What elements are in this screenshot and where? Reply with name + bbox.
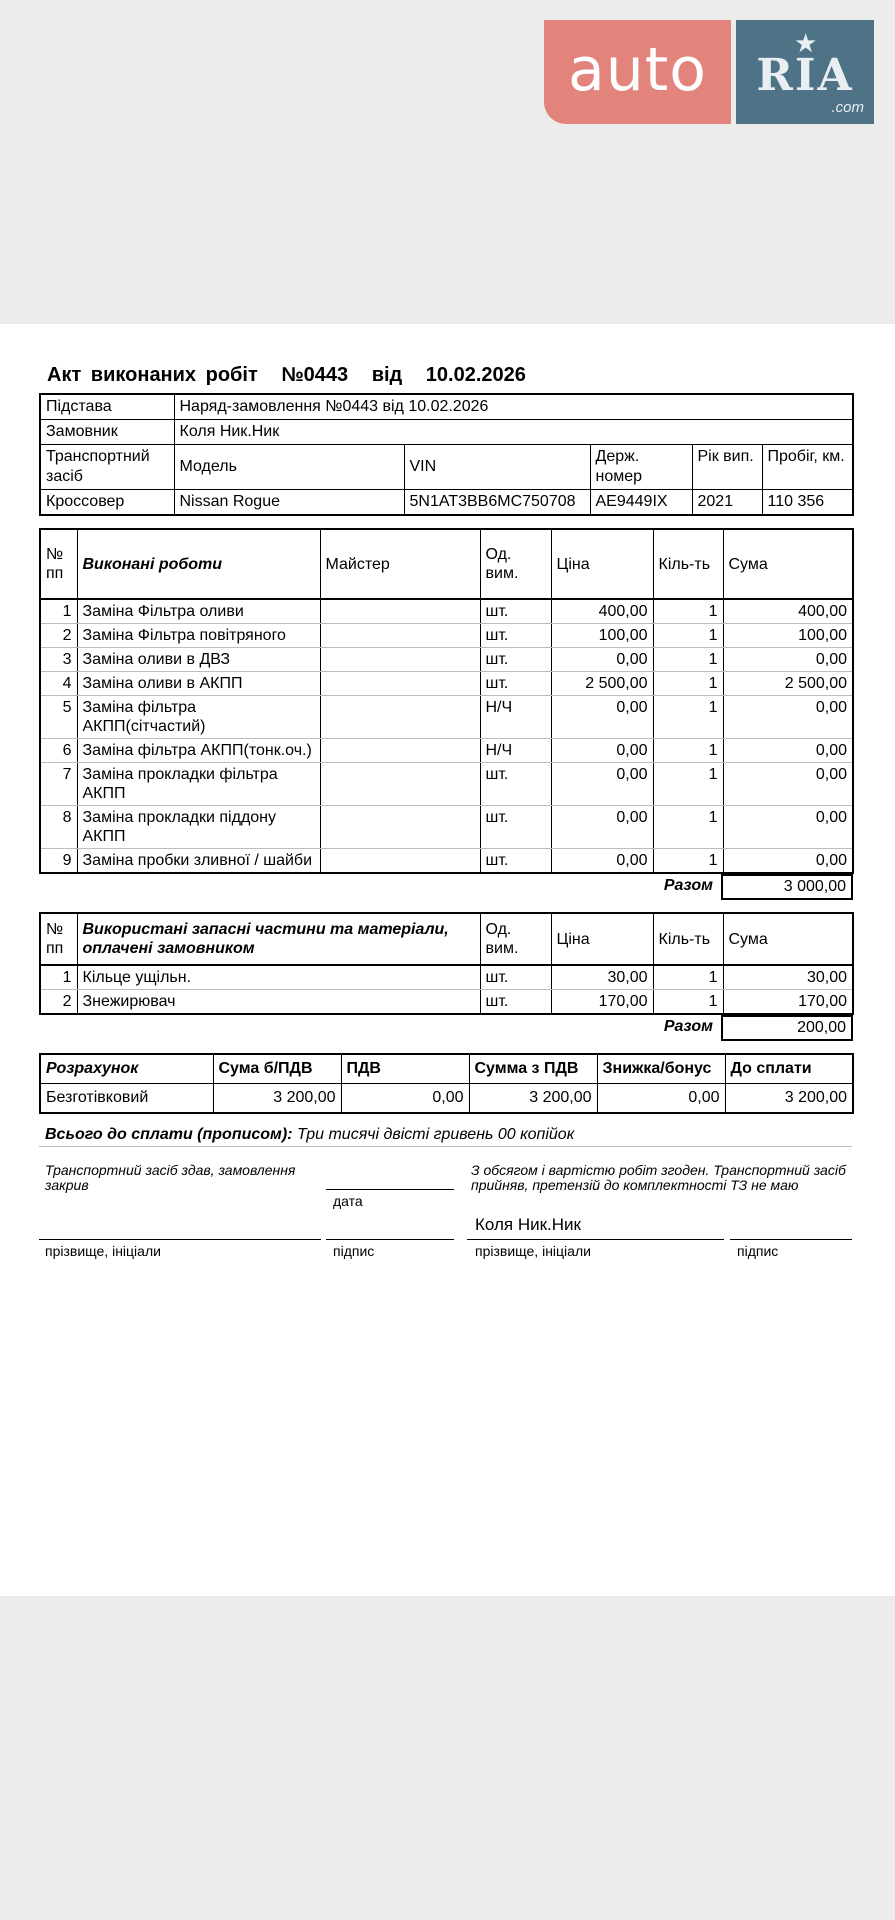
work-price: 0,00 (551, 648, 653, 672)
work-qty: 1 (653, 739, 723, 763)
row-no: 6 (40, 739, 77, 763)
basis-row (40, 394, 853, 420)
table-row (40, 599, 853, 624)
plate-value: AE9449IX (590, 490, 692, 516)
vin-value: 5N1AT3BB6MC750708 (404, 490, 590, 516)
table-row (40, 672, 853, 696)
payment-col-gross: Сумма з ПДВ (469, 1054, 597, 1084)
amount-in-words-value: Три тисячі двісті гривень 00 копійок (296, 1126, 575, 1143)
vehicle-header-row (40, 445, 853, 490)
payment-col-net: Сума б/ПДВ (213, 1054, 341, 1084)
table-row (40, 624, 853, 648)
row-no: 1 (40, 965, 77, 990)
payment-col-vat: ПДВ (341, 1054, 469, 1084)
handover-sign-caption: підпис (333, 1243, 375, 1259)
works-total-label: Разом (663, 877, 713, 894)
parts-col-price: Ціна (551, 913, 653, 965)
star-icon: ★ (794, 28, 818, 58)
work-unit: Н/Ч (480, 739, 551, 763)
work-master (320, 763, 480, 806)
handover-text: Транспортний засіб здав, замовлення закрив (45, 1162, 296, 1193)
work-price: 2 500,00 (551, 672, 653, 696)
acceptance-sign-caption: підпис (737, 1243, 779, 1259)
act-title: Акт виконаних робіт (47, 364, 258, 386)
parts-table (39, 912, 854, 1015)
autoria-logo (544, 20, 874, 124)
table-row (40, 806, 853, 849)
part-price: 170,00 (551, 990, 653, 1015)
works-body (40, 599, 853, 873)
part-qty: 1 (653, 990, 723, 1015)
table-row (40, 739, 853, 763)
payment-header-row (40, 1054, 853, 1084)
model-label: Модель (174, 445, 404, 490)
row-no: 4 (40, 672, 77, 696)
act-from: від (371, 364, 403, 386)
works-col-work: Виконані роботи (77, 529, 320, 599)
work-qty: 1 (653, 648, 723, 672)
work-qty: 1 (653, 806, 723, 849)
act-date: 10.02.2026 (425, 364, 526, 386)
acceptance-text: З обсягом і вартістю робіт згоден. Транспортний засіб прийняв, претензій до комплектності ТЗ не маю (471, 1162, 846, 1193)
part-unit: шт. (480, 965, 551, 990)
header-table (39, 393, 854, 516)
part-sum: 30,00 (723, 965, 853, 990)
work-price: 100,00 (551, 624, 653, 648)
handover-name-line (39, 1239, 321, 1240)
work-master (320, 624, 480, 648)
payment-col-due: До сплати (725, 1054, 853, 1084)
works-col-master: Майстер (320, 529, 480, 599)
works-col-sum: Сума (723, 529, 853, 599)
part-name: Знежирювач (77, 990, 480, 1015)
part-qty: 1 (653, 965, 723, 990)
work-sum: 0,00 (723, 739, 853, 763)
row-no: 1 (40, 599, 77, 624)
parts-col-name: Використані запасні частини та матеріали, оплачені замовником (77, 913, 480, 965)
row-no: 2 (40, 624, 77, 648)
amount-in-words (39, 1126, 852, 1147)
parts-total-label: Разом (663, 1018, 713, 1035)
logo-com-text: .com (831, 99, 864, 116)
model-value: Nissan Rogue (174, 490, 404, 516)
work-sum: 400,00 (723, 599, 853, 624)
work-name: Заміна оливи в ДВЗ (77, 648, 320, 672)
work-unit: шт. (480, 672, 551, 696)
logo-ria-text: RIA (756, 50, 854, 101)
work-price: 0,00 (551, 806, 653, 849)
work-master (320, 739, 480, 763)
vehicle-value: Кроссовер (40, 490, 174, 516)
work-master (320, 599, 480, 624)
work-unit: шт. (480, 849, 551, 874)
part-unit: шт. (480, 990, 551, 1015)
amount-in-words-label: Всього до сплати (прописом): (45, 1126, 293, 1143)
payment-table (39, 1053, 854, 1114)
row-no: 8 (40, 806, 77, 849)
logo-ria-part (736, 20, 874, 124)
vehicle-value-row (40, 490, 853, 516)
work-unit: шт. (480, 806, 551, 849)
work-sum: 100,00 (723, 624, 853, 648)
work-sum: 0,00 (723, 696, 853, 739)
act-number: №0443 (281, 364, 349, 386)
acceptance-name-caption: прізвище, ініціали (475, 1243, 591, 1259)
acceptance-name-line (467, 1239, 724, 1240)
work-master (320, 672, 480, 696)
vin-label: VIN (404, 445, 590, 490)
logo-auto-part: auto (544, 20, 731, 124)
work-price: 400,00 (551, 599, 653, 624)
payment-net: 3 200,00 (213, 1084, 341, 1114)
payment-col-method: Розрахунок (40, 1054, 213, 1084)
work-name: Заміна фільтра АКПП(сітчастий) (77, 696, 320, 739)
work-price: 0,00 (551, 763, 653, 806)
payment-col-discount: Знижка/бонус (597, 1054, 725, 1084)
part-name: Кільце ущільн. (77, 965, 480, 990)
works-col-unit: Од. вим. (480, 529, 551, 599)
work-qty: 1 (653, 599, 723, 624)
customer-signature-name: Коля Ник.Ник (475, 1215, 581, 1234)
work-unit: шт. (480, 624, 551, 648)
payment-due: 3 200,00 (725, 1084, 853, 1114)
table-row (40, 696, 853, 739)
year-value: 2021 (692, 490, 762, 516)
part-price: 30,00 (551, 965, 653, 990)
works-header-row (40, 529, 853, 599)
row-no: 3 (40, 648, 77, 672)
work-qty: 1 (653, 849, 723, 874)
work-master (320, 696, 480, 739)
mileage-value: 110 356 (762, 490, 853, 516)
work-qty: 1 (653, 624, 723, 648)
part-sum: 170,00 (723, 990, 853, 1015)
basis-label: Підстава (40, 394, 174, 420)
works-table (39, 528, 854, 874)
acceptance-sign-line (730, 1239, 852, 1240)
parts-total-value: 200,00 (722, 1016, 852, 1040)
vehicle-label: Транспортний засіб (40, 445, 174, 490)
work-master (320, 648, 480, 672)
parts-total (39, 1015, 853, 1041)
basis-value: Наряд-замовлення №0443 від 10.02.2026 (174, 394, 853, 420)
payment-method: Безготівковий (40, 1084, 213, 1114)
work-qty: 1 (653, 672, 723, 696)
works-total-value: 3 000,00 (722, 875, 852, 899)
works-col-no: № пп (40, 529, 77, 599)
table-row (40, 648, 853, 672)
parts-col-sum: Сума (723, 913, 853, 965)
customer-value: Коля Ник.Ник (174, 420, 853, 445)
work-sum: 0,00 (723, 763, 853, 806)
work-master (320, 806, 480, 849)
work-unit: шт. (480, 648, 551, 672)
date-line (326, 1189, 454, 1190)
works-col-price: Ціна (551, 529, 653, 599)
document-content (39, 364, 852, 1283)
signature-block (39, 1163, 852, 1283)
work-master (320, 849, 480, 874)
work-name: Заміна прокладки піддону АКПП (77, 806, 320, 849)
parts-col-qty: Кіль-ть (653, 913, 723, 965)
handover-name-caption: прізвище, ініціали (45, 1243, 161, 1259)
work-sum: 0,00 (723, 806, 853, 849)
row-no: 5 (40, 696, 77, 739)
work-qty: 1 (653, 696, 723, 739)
work-sum: 0,00 (723, 648, 853, 672)
customer-label: Замовник (40, 420, 174, 445)
document-page (0, 324, 895, 1596)
work-name: Заміна прокладки фільтра АКПП (77, 763, 320, 806)
parts-col-no: № пп (40, 913, 77, 965)
work-name: Заміна фільтра АКПП(тонк.оч.) (77, 739, 320, 763)
parts-body (40, 965, 853, 1014)
table-row (40, 849, 853, 874)
handover-sign-line (326, 1239, 454, 1240)
payment-value-row (40, 1084, 853, 1114)
row-no: 2 (40, 990, 77, 1015)
payment-vat: 0,00 (341, 1084, 469, 1114)
payment-gross: 3 200,00 (469, 1084, 597, 1114)
date-caption: дата (333, 1193, 363, 1209)
parts-col-unit: Од. вим. (480, 913, 551, 965)
row-no: 7 (40, 763, 77, 806)
plate-label: Держ. номер (590, 445, 692, 490)
work-name: Заміна Фільтра оливи (77, 599, 320, 624)
work-unit: шт. (480, 763, 551, 806)
work-sum: 2 500,00 (723, 672, 853, 696)
works-col-qty: Кіль-ть (653, 529, 723, 599)
work-name: Заміна оливи в АКПП (77, 672, 320, 696)
table-row (40, 763, 853, 806)
work-unit: Н/Ч (480, 696, 551, 739)
payment-discount: 0,00 (597, 1084, 725, 1114)
work-price: 0,00 (551, 696, 653, 739)
work-qty: 1 (653, 763, 723, 806)
work-sum: 0,00 (723, 849, 853, 874)
work-name: Заміна Фільтра повітряного (77, 624, 320, 648)
parts-header-row (40, 913, 853, 965)
year-label: Рік вип. (692, 445, 762, 490)
mileage-label: Пробіг, км. (762, 445, 853, 490)
work-price: 0,00 (551, 739, 653, 763)
table-row (40, 990, 853, 1015)
work-price: 0,00 (551, 849, 653, 874)
table-row (40, 965, 853, 990)
customer-row (40, 420, 853, 445)
document-title (47, 364, 852, 387)
works-total (39, 874, 853, 900)
work-unit: шт. (480, 599, 551, 624)
row-no: 9 (40, 849, 77, 874)
work-name: Заміна пробки зливної / шайби (77, 849, 320, 874)
